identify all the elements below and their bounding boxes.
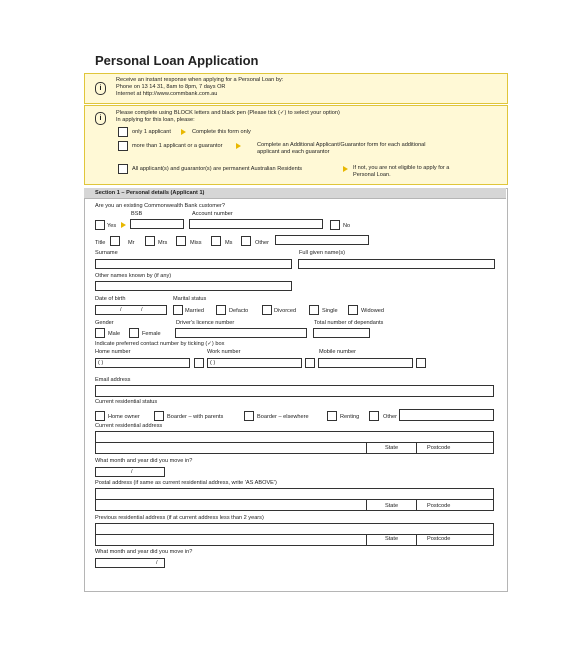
surname-label: Surname bbox=[95, 250, 118, 256]
area-code-brackets: ( ) bbox=[210, 360, 216, 366]
notice-line-1: Receive an instant response when applying for a Personal Loan by: bbox=[116, 77, 284, 83]
gender-female-checkbox[interactable] bbox=[129, 328, 139, 338]
marital-single-checkbox[interactable] bbox=[309, 305, 319, 315]
res-other-input[interactable] bbox=[399, 409, 494, 421]
marital-single-label: Single bbox=[322, 308, 338, 314]
current-address-label: Current residential address bbox=[95, 423, 163, 429]
home-number-label: Home number bbox=[95, 349, 131, 355]
res-renting-checkbox[interactable] bbox=[327, 411, 337, 421]
title-other-input[interactable] bbox=[275, 235, 369, 245]
mobile-number-preferred-checkbox[interactable] bbox=[416, 358, 426, 368]
marital-divorced-checkbox[interactable] bbox=[262, 305, 272, 315]
drivers-licence-input[interactable] bbox=[175, 328, 307, 338]
mobile-number-input[interactable] bbox=[318, 358, 413, 368]
title-mr-checkbox[interactable] bbox=[110, 236, 120, 246]
previous-moved-in-label: What month and year did you move in? bbox=[95, 549, 193, 555]
marital-married-label: Married bbox=[185, 308, 204, 314]
res-boarder-elsewhere-checkbox[interactable] bbox=[244, 411, 254, 421]
existing-customer-no-checkbox[interactable] bbox=[330, 220, 340, 230]
res-boarder-elsewhere-label: Boarder – elsewhere bbox=[257, 414, 309, 420]
page-title: Personal Loan Application bbox=[95, 53, 259, 68]
gender-label: Gender bbox=[95, 320, 114, 326]
work-number-label: Work number bbox=[207, 349, 241, 355]
arrow-icon bbox=[236, 143, 241, 149]
gender-male-label: Male bbox=[108, 331, 121, 337]
drivers-licence-label: Driver's licence number bbox=[176, 320, 235, 326]
arrow-icon bbox=[121, 222, 126, 228]
moved-in-input[interactable] bbox=[95, 467, 165, 477]
given-names-label: Full given name(s) bbox=[299, 250, 346, 256]
res-other-checkbox[interactable] bbox=[369, 411, 379, 421]
work-number-input[interactable] bbox=[207, 358, 302, 368]
option-residents-action-1: If not, you are not eligible to apply for a bbox=[353, 165, 450, 171]
res-boarder-parents-label: Boarder – with parents bbox=[167, 414, 224, 420]
dob-label: Date of birth bbox=[95, 296, 126, 302]
option-multiple-action-1: Complete an Additional Applicant/Guarantor form for each additional bbox=[257, 142, 426, 148]
mobile-number-label: Mobile number bbox=[319, 349, 356, 355]
dependants-input[interactable] bbox=[313, 328, 370, 338]
previous-moved-in-input[interactable] bbox=[95, 558, 165, 568]
dependants-label: Total number of dependants bbox=[314, 320, 384, 326]
title-mrs-checkbox[interactable] bbox=[145, 236, 155, 246]
postcode-label: Postcode bbox=[427, 445, 451, 451]
title-label: Title bbox=[95, 240, 106, 246]
option-multiple-applicants-label: more than 1 applicant or a guarantor bbox=[132, 143, 223, 149]
marital-married-checkbox[interactable] bbox=[173, 305, 183, 315]
option-residents-checkbox[interactable] bbox=[118, 164, 128, 174]
gender-male-checkbox[interactable] bbox=[95, 328, 105, 338]
email-label: Email address bbox=[95, 377, 131, 383]
postcode-label: Postcode bbox=[427, 536, 451, 542]
residential-status-label: Current residential status bbox=[95, 399, 158, 405]
arrow-icon bbox=[343, 166, 348, 172]
marital-widowed-checkbox[interactable] bbox=[348, 305, 358, 315]
area-code-brackets: ( ) bbox=[98, 360, 104, 366]
postal-address-label: Postal address (if same as current residential address, write 'AS ABOVE') bbox=[95, 480, 277, 486]
notice-line-2: Phone on 13 14 31, 8am to 8pm, 7 days OR bbox=[116, 84, 226, 90]
other-names-input[interactable] bbox=[95, 281, 292, 291]
other-names-label: Other names known by (if any) bbox=[95, 273, 172, 279]
state-label: State bbox=[385, 536, 399, 542]
home-number-preferred-checkbox[interactable] bbox=[194, 358, 204, 368]
marital-widowed-label: Widowed bbox=[361, 308, 385, 314]
date-separator: / bbox=[120, 307, 122, 313]
work-number-preferred-checkbox[interactable] bbox=[305, 358, 315, 368]
option-multiple-applicants-checkbox[interactable] bbox=[118, 141, 128, 151]
marital-defacto-checkbox[interactable] bbox=[216, 305, 226, 315]
info-icon: i bbox=[95, 112, 106, 125]
title-ms-checkbox[interactable] bbox=[211, 236, 221, 246]
option-residents-label: All applicant(s) and guarantor(s) are permanent Australian Residents bbox=[132, 166, 303, 172]
dob-input[interactable] bbox=[95, 305, 167, 315]
res-boarder-parents-checkbox[interactable] bbox=[154, 411, 164, 421]
date-separator: / bbox=[156, 560, 158, 566]
arrow-icon bbox=[181, 129, 186, 135]
state-label: State bbox=[385, 503, 399, 509]
email-input[interactable] bbox=[95, 385, 494, 397]
marital-defacto-label: Defacto bbox=[229, 308, 249, 314]
given-names-input[interactable] bbox=[298, 259, 495, 269]
info-icon: i bbox=[95, 82, 106, 95]
account-number-label: Account number bbox=[192, 211, 233, 217]
date-separator: / bbox=[141, 307, 143, 313]
option-multiple-action-2: applicant and each guarantor bbox=[257, 149, 330, 155]
res-renting-label: Renting bbox=[340, 414, 360, 420]
state-label: State bbox=[385, 445, 399, 451]
title-other-label: Other bbox=[255, 240, 269, 246]
section-header: Section 1 – Personal details (Applicant 1) bbox=[95, 190, 205, 196]
title-mrs-label: Mrs bbox=[158, 240, 168, 246]
title-mr-label: Mr bbox=[128, 240, 135, 246]
existing-customer-yes-checkbox[interactable] bbox=[95, 220, 105, 230]
title-other-checkbox[interactable] bbox=[241, 236, 251, 246]
option-one-applicant-label: only 1 applicant bbox=[132, 129, 171, 135]
previous-address-label: Previous residential address (if at current address less than 2 years) bbox=[95, 515, 264, 521]
instructions-intro-2: In applying for this loan, please: bbox=[116, 117, 195, 123]
instructions-intro: Please complete using BLOCK letters and black pen (Please tick (✓) to select your option) bbox=[116, 110, 340, 116]
instant-response-notice bbox=[84, 73, 508, 104]
title-miss-label: Miss bbox=[190, 240, 202, 246]
account-number-input[interactable] bbox=[189, 219, 323, 229]
instructions-notice bbox=[84, 105, 508, 185]
no-label: No bbox=[343, 223, 351, 229]
yes-label: Yes bbox=[107, 223, 117, 229]
title-ms-label: Ms bbox=[225, 240, 233, 246]
moved-in-label: What month and year did you move in? bbox=[95, 458, 193, 464]
option-residents-action-2: Personal Loan. bbox=[353, 172, 391, 178]
option-one-applicant-checkbox[interactable] bbox=[118, 127, 128, 137]
bsb-input[interactable] bbox=[130, 219, 184, 229]
res-home-owner-checkbox[interactable] bbox=[95, 411, 105, 421]
home-number-input[interactable] bbox=[95, 358, 190, 368]
gender-female-label: Female bbox=[142, 331, 161, 337]
bsb-label: BSB bbox=[131, 211, 143, 217]
postcode-label: Postcode bbox=[427, 503, 451, 509]
surname-input[interactable] bbox=[95, 259, 292, 269]
preferred-contact-label: Indicate preferred contact number by ticking (✓) box bbox=[95, 341, 225, 347]
notice-line-3: Internet at http://www.commbank.com.au bbox=[116, 91, 218, 97]
existing-customer-question: Are you an existing Commonwealth Bank customer? bbox=[95, 203, 225, 209]
title-miss-checkbox[interactable] bbox=[176, 236, 186, 246]
date-separator: / bbox=[131, 469, 133, 475]
res-other-label: Other bbox=[383, 414, 397, 420]
marital-divorced-label: Divorced bbox=[274, 308, 297, 314]
marital-status-label: Marital status bbox=[173, 296, 207, 302]
res-home-owner-label: Home owner bbox=[108, 414, 140, 420]
option-one-action: Complete this form only bbox=[192, 129, 251, 135]
